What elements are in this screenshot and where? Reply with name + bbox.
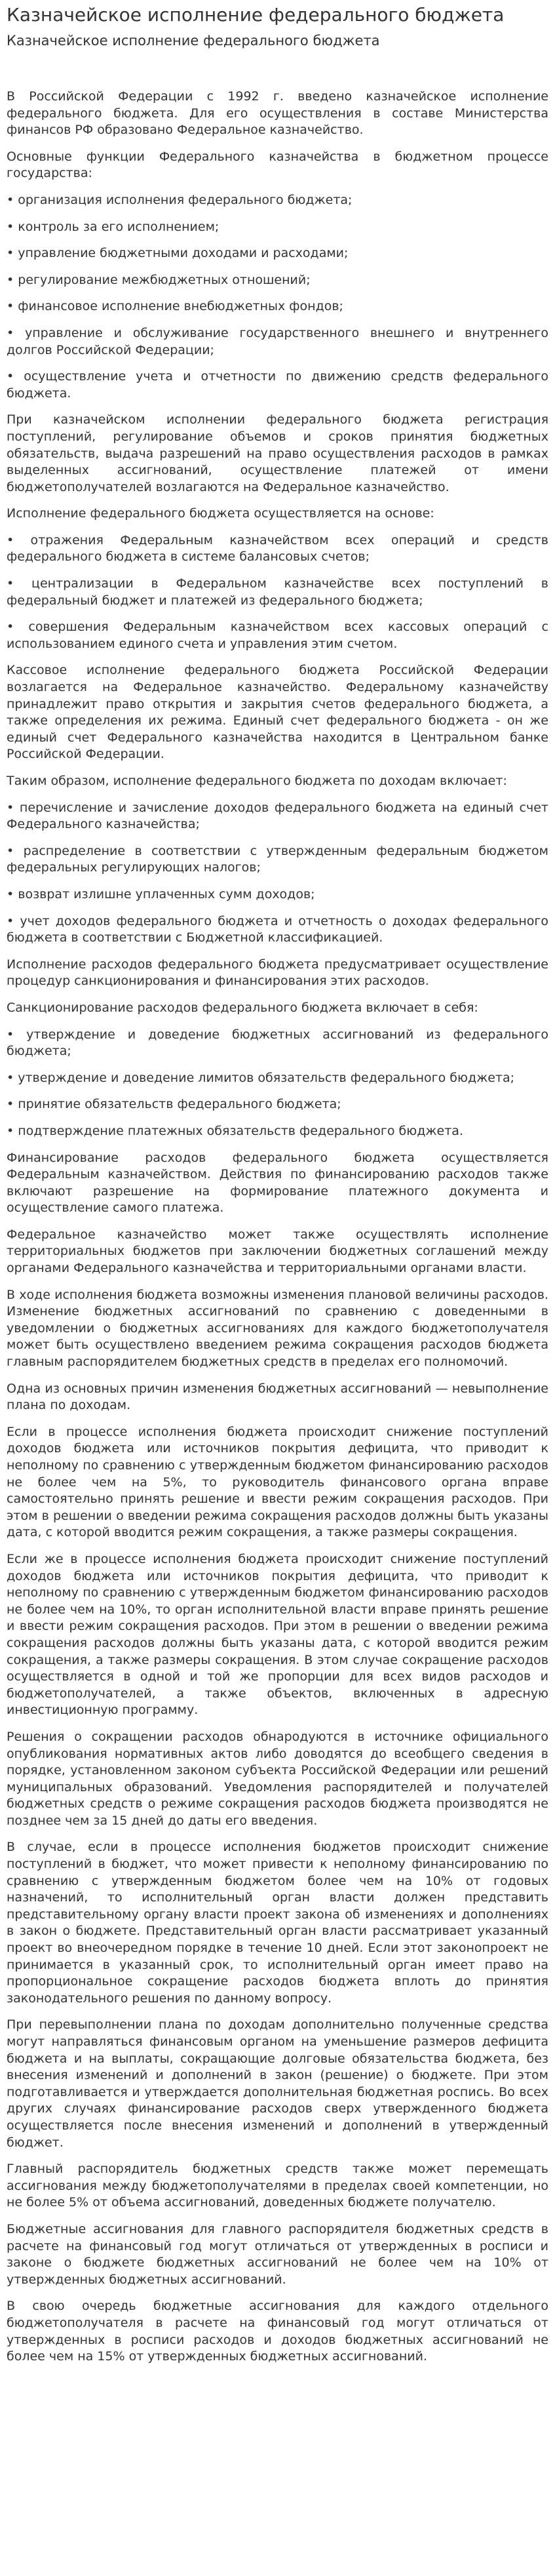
paragraph: В ходе исполнения бюджета возможны изменения плановой величины расходов. Изменение бюджетных ассигнований по сравнению с доведенными в уведомлении о бюджетных ассигнованиях для каждого бюджетополучателя может быть осуществлено введением режима сокращения расходов бюджета главным распорядителем бюджетных средств в пределах его полномочий. [7, 1287, 548, 1370]
paragraph: Таким образом, исполнение федерального бюджета по доходам включает: [7, 774, 507, 788]
paragraph: Решения о сокращении расходов обнародуются в источнике официального опубликования нормативных актов либо доводятся до всеобщего сведения в порядке, установленном законом субъекта Российской Федерации или решений муниципальных образований. Уведомления распорядителей и получателей бюджетных средств о режиме сокращения расходов бюджета производятся не позднее чем за 15 дней до даты его введения. [7, 1729, 548, 1828]
paragraph: При казначейском исполнении федерального бюджета регистрация поступлений, регулирование объемов и сроков принятия бюджетных обязательств, выдача разрешений на право осуществления расходов в рамках выделенных ассигнований, осуществление платежей от имени бюджетополучателей возлагаются на Федеральное казначейство. [7, 412, 548, 494]
list-item: • утверждение и доведение бюджетных ассигнований из федерального бюджета; [7, 1027, 548, 1059]
list-item: • централизации в Федеральном казначействе всех поступлений в федеральный бюджет и платежей из федерального бюджета; [7, 576, 548, 608]
list-item: • осуществление учета и отчетности по движению средств федерального бюджета. [7, 369, 548, 401]
paragraph: Исполнение расходов федерального бюджета предусматривает осуществление процедур санкционирования и финансирования этих расходов. [7, 957, 548, 989]
list-item: • финансовое исполнение внебюджетных фондов; [7, 299, 343, 314]
paragraph: В случае, если в процессе исполнения бюджетов происходит снижение поступлений в бюджет, что может привести к неполному финансированию по сравнению с утвержденным бюджетом более чем на 10% от годовых назначений, то исполнительный орган власти должен представить представительному органу власти проект закона об изменениях и дополнениях в закон о бюджете. Представительный орган власти рассматривает указанный проект во внеочередном порядке в течение 10 дней. Если этот законопроект не принимается в указанный срок, то исполнительный орган имеет право на пропорциональное сокращение расходов бюджета вплоть до принятия законодательного решения по данному вопросу. [7, 1840, 548, 2006]
list-item: • контроль за его исполнением; [7, 219, 220, 234]
list-item: • утверждение и доведение лимитов обязательств федерального бюджета; [7, 1070, 515, 1085]
paragraph: Если в процессе исполнения бюджета происходит снижение поступлений доходов бюджета или источников покрытия дефицита, что приводит к неполному по сравнению с утвержденным бюджетом финансированию расходов не более чем на 5%, то руководитель финансового органа вправе самостоятельно принять решение и ввести режим сокращения расходов. При этом в решении о введении режима сокращения расходов должны быть указаны дата, с которой вводится режим сокращения, а также размеры сокращения. [7, 1424, 548, 1540]
list-item: • перечисление и зачисление доходов федерального бюджета на единый счет Федерального казначейства; [7, 800, 548, 832]
paragraph: В Российской Федерации с 1992 г. введено казначейское исполнение федерального бюджета. Для его осуществления в составе Министерства финансов РФ образовано Федеральное казначейство. [7, 89, 548, 138]
paragraph: Финансирование расходов федерального бюджета осуществляется Федеральным казначейством. Действия по финансированию расходов также включают разрешение на формирование платежного документа и осуществление самого платежа. [7, 1150, 548, 1216]
paragraph: Федеральное казначейство может также осуществлять исполнение территориальных бюджетов при заключении бюджетных соглашений между органами Федерального казначейства и территориальными органами власти. [7, 1227, 548, 1276]
list-item: • управление и обслуживание государственного внешнего и внутреннего долгов Российской Федерации; [7, 325, 548, 357]
paragraph: Основные функции Федерального казначейства в бюджетном процессе государства: [7, 149, 548, 181]
paragraph: Исполнение федерального бюджета осуществляется на основе: [7, 506, 434, 521]
paragraph: Кассовое исполнение федерального бюджета Российской Федерации возлагается на Федеральное казначейство. Федеральному казначейству принадлежит право открытия и закрытия счетов федерального бюджета, а также определения их режима. Единый счет федерального бюджета - он же единый счет Федерального казначейства находится в Центральном банке Российской Федерации. [7, 663, 548, 762]
page-title: Казначейское исполнение федерального бюджета [7, 4, 505, 26]
article-body [7, 89, 548, 2366]
paragraph: При перевыполнении плана по доходам дополнительно полученные средства могут направляться финансовым органом на уменьшение размеров дефицита бюджета и на выплаты, сокращающие долговые обязательства бюджета, без внесения изменений и дополнений в закон (решение) о бюджете. При этом подготавливается и утверждается дополнительная бюджетная роспись. Во всех других случаях финансирование расходов сверх утвержденного бюджета осуществляется после внесения изменений и дополнений в утвержденный бюджет. [7, 2017, 548, 2150]
paragraph: Если же в процессе исполнения бюджета происходит снижение поступлений доходов бюджета или источников покрытия дефицита, что приводит к неполному по сравнению с утвержденным бюджетом финансированию расходов не более чем на 10%, то орган исполнительной власти вправе принять решение и ввести режим сокращения расходов. При этом в решении о введении режима сокращения расходов должны быть указаны дата, с которой вводится режим сокращения, а также размеры сокращения. В этом случае сокращение расходов осуществляется в одной и той же пропорции для всех видов расходов и бюджетополучателей, а также объектов, включенных в адресную инвестиционную программу. [7, 1551, 548, 1718]
list-item: • управление бюджетными доходами и расходами; [7, 246, 349, 261]
paragraph: В свою очередь бюджетные ассигнования для каждого отдельного бюджетополучателя в расчете на финансовый год могут отличаться от утвержденных в росписи расходов и доходов бюджетных ассигнований не более чем на 15% от утвержденных бюджетных ассигнований. [7, 2299, 548, 2364]
list-item: • организация исполнения федерального бюджета; [7, 192, 353, 207]
list-item: • возврат излишне уплаченных сумм доходов; [7, 886, 315, 902]
paragraph: Главный распорядитель бюджетных средств также может перемещать ассигнования между бюджетополучателями в пределах своей компетенции, но не более 5% от объема ассигнований, доведенных бюджете получателю. [7, 2162, 548, 2210]
paragraph: Бюджетные ассигнования для главного распорядителя бюджетных средств в расчете на финансовый год могут отличаться от утвержденных в росписи и законе о бюджете бюджетных ассигнований не более чем на 10% от утвержденных бюджетных ассигнований. [7, 2221, 548, 2287]
list-item: • отражения Федеральным казначейством всех операций и средств федерального бюджета в системе балансовых счетов; [7, 532, 548, 565]
list-item: • совершения Федеральным казначейством всех кассовых операций с использованием единого счета и управления этим счетом. [7, 620, 548, 651]
page-subtitle: Казначейское исполнение федерального бюджета [7, 33, 380, 49]
paragraph: Одна из основных причин изменения бюджетных ассигнований — невыполнение плана по доходам. [7, 1381, 548, 1413]
list-item: • регулирование межбюджетных отношений; [7, 272, 311, 287]
list-item: • принятие обязательств федерального бюджета; [7, 1097, 341, 1112]
list-item: • подтверждение платежных обязательств федерального бюджета. [7, 1123, 463, 1138]
list-item: • учет доходов федерального бюджета и отчетность о доходах федерального бюджета в соответствии с Бюджетной классификацией. [7, 913, 548, 945]
list-item: • распределение в соответствии с утвержденным федеральным бюджетом федеральных регулирующих налогов; [7, 843, 548, 875]
paragraph: Санкционирование расходов федерального бюджета включает в себя: [7, 1000, 478, 1015]
